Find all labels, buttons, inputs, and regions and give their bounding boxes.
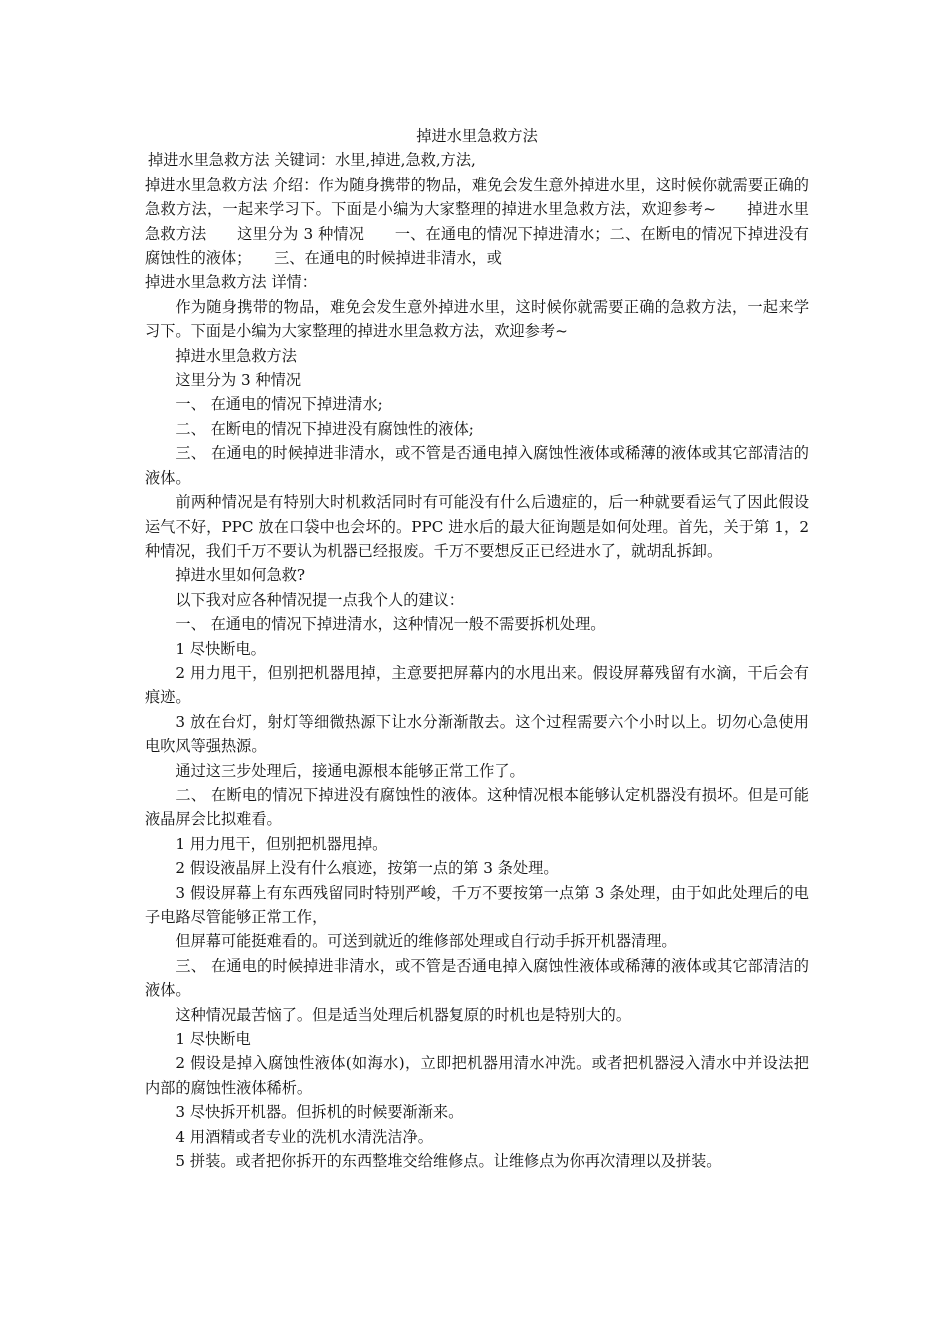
body-paragraph: 前两种情况是有特别大时机救活同时有可能没有什么后遗症的，后一种就要看运气了因此假设运气不好，PPC 放在口袋中也会坏的。PPC 进水后的最大征询题是如何处理。首先，关于第 1，2 种情况，我们千万不要认为机器已经报废。千万不要想反正已经进水了，就胡乱拆卸。 — [145, 493, 809, 560]
body-paragraph: 以下我对应各种情况提一点我个人的建议： — [175, 590, 464, 609]
keywords-line: 掉进水里急救方法 关键词：水里,掉进,急救,方法, — [148, 151, 476, 170]
list-item: 三、 在通电的时候掉进非清水，或不管是否通电掉入腐蚀性液体或稀薄的液体或其它部清洁的液体。 — [145, 444, 809, 487]
step-item: 3 假设屏幕上有东西残留同时特别严峻，千万不要按第一点第 3 条处理，由于如此处理后的电子电路尽管能够正常工作， — [145, 883, 809, 926]
step-item: 2 用力甩干，但别把机器甩掉，主意要把屏幕内的水甩出来。假设屏幕残留有水滴，干后会有痕迹。 — [145, 663, 809, 707]
list-item: 二、 在断电的情况下掉进没有腐蚀性的液体。这种情况根本能够认定机器没有损坏。但是可能液晶屏会比拟难看。 — [145, 785, 809, 829]
step-item: 3 尽快拆开机器。但拆机的时候要渐渐来。 — [175, 1103, 464, 1122]
step-item: 1 用力甩干，但别把机器甩掉。 — [175, 834, 388, 853]
list-item: 一、 在通电的情况下掉进清水，这种情况一般不需要拆机处理。 — [175, 615, 606, 634]
body-paragraph: 作为随身携带的物品，难免会发生意外掉进水里，这时候你就需要正确的急救方法，一起来学习下。下面是小编为大家整理的掉进水里急救方法，欢迎参考~ — [145, 297, 809, 341]
document-page — [145, 124, 809, 1173]
section-heading: 掉进水里如何急救? — [175, 566, 306, 585]
list-item: 三、 在通电的时候掉进非清水，或不管是否通电掉入腐蚀性液体或稀薄的液体或其它部清洁的液体。 — [145, 956, 809, 1000]
step-item: 3 放在台灯，射灯等细微热源下让水分渐渐散去。这个过程需要六个小时以上。切勿心急使用电吹风等强热源。 — [145, 712, 809, 756]
section-heading: 掉进水里急救方法 — [175, 346, 297, 365]
body-paragraph: 这里分为 3 种情况 — [175, 371, 302, 390]
details-label: 掉进水里急救方法 详情： — [145, 273, 317, 292]
body-paragraph: 但屏幕可能挺难看的。可送到就近的维修部处理或自行动手拆开机器清理。 — [175, 932, 677, 951]
body-paragraph: 通过这三步处理后，接通电源根本能够正常工作了。 — [175, 761, 525, 780]
body-paragraph: 这种情况最苦恼了。但是适当处理后机器复原的时机也是特别大的。 — [175, 1005, 632, 1024]
step-item: 2 假设液晶屏上没有什么痕迹，按第一点的第 3 条处理。 — [175, 859, 559, 878]
step-item: 5 拼装。或者把你拆开的东西整堆交给维修点。让维修点为你再次清理以及拼装。 — [175, 1152, 722, 1171]
step-item: 2 假设是掉入腐蚀性液体(如海水)，立即把机器用清水冲洗。或者把机器浸入清水中并设法把内部的腐蚀性液体稀析。 — [145, 1054, 809, 1097]
step-item: 1 尽快断电。 — [175, 639, 266, 658]
step-item: 1 尽快断电 — [175, 1030, 251, 1049]
list-item: 一、 在通电的情况下掉进清水; — [175, 395, 383, 414]
intro-paragraph: 掉进水里急救方法 介绍：作为随身携带的物品，难免会发生意外掉进水里，这时候你就需要正确的急救方法，一起来学习下。下面是小编为大家整理的掉进水里急救方法，欢迎参考~ 掉进水里急救方法 这里分为 3 种情况 一、在通电的情况下掉进清水；二、在断电的情况下掉进没有腐蚀性的液体； 三、在通电的时候掉进非清水，或 — [145, 175, 809, 268]
step-item: 4 用酒精或者专业的洗机水清洗洁净。 — [175, 1127, 433, 1146]
document-title: 掉进水里急救方法 — [416, 127, 538, 145]
list-item: 二、 在断电的情况下掉进没有腐蚀性的液体; — [175, 419, 474, 438]
